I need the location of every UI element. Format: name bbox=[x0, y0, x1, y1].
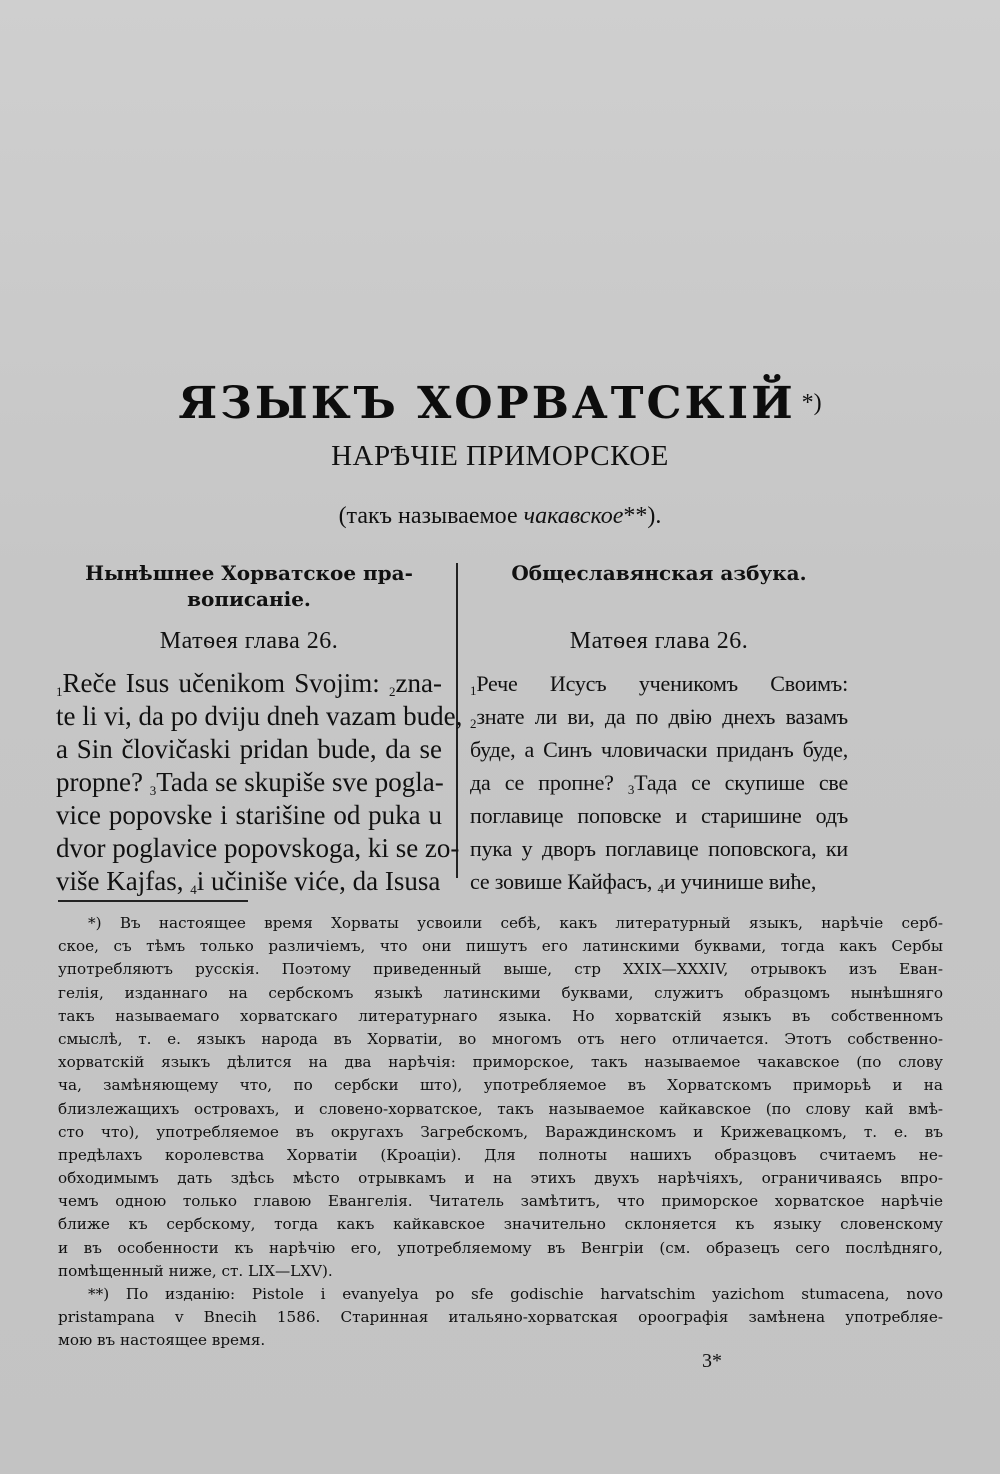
right-column bbox=[470, 560, 848, 898]
right-verse-line bbox=[470, 832, 848, 865]
left-verse-segment: Reče Isus učenikom Svojim: bbox=[62, 668, 390, 698]
verse-number: 1 bbox=[470, 683, 477, 698]
right-verse-line bbox=[470, 865, 848, 898]
verse-number: 3 bbox=[149, 783, 157, 798]
footnotes bbox=[58, 912, 943, 1353]
left-verse-segment: vice popovske i starišine od puka u bbox=[56, 800, 442, 830]
right-verse-segment: да се пропне? bbox=[470, 770, 628, 795]
verse-number: 2 bbox=[389, 684, 396, 699]
right-verse-line bbox=[470, 799, 848, 832]
footnote-line: ближе къ сербскому, тогда какъ кайкавское значительно склоняется къ языку словенскому bbox=[58, 1215, 943, 1234]
subnote-prefix: (такъ называемое bbox=[338, 503, 524, 529]
left-verse-segment: zna- bbox=[395, 668, 442, 698]
right-verse-segment: се зовише Кайфасъ, bbox=[470, 869, 658, 894]
right-verse-segment: и учинише виће, bbox=[663, 869, 817, 894]
footnote-line: *) Въ настоящее время Хорваты усвоили себѣ, какъ литературный языкъ, нарѣчіе серб- bbox=[88, 914, 943, 932]
verse-number: 3 bbox=[627, 782, 635, 797]
subtitle-note bbox=[0, 503, 1000, 530]
title-footnote-mark: *) bbox=[801, 390, 822, 416]
footnote-line: чемъ одною только главою Евангелія. Читатель замѣтитъ, что приморское хорватское нарѣчіе bbox=[58, 1192, 943, 1211]
left-verse-segment: dvor poglavice popovskoga, ki se zo- bbox=[56, 833, 460, 863]
verse-number: 4 bbox=[657, 881, 664, 896]
right-chapter-label: Матѳея глава 26. bbox=[569, 628, 749, 654]
footnote-line: сто что), употребляемое въ округахъ Загребскомъ, Вараждинскомъ и Крижевацкомъ, т. е. въ bbox=[58, 1122, 943, 1141]
verse-number: 4 bbox=[190, 882, 197, 897]
footnote-line: хорватскій языкъ дѣлится на два нарѣчія: приморское, такъ называемое чакавское (по слову bbox=[58, 1053, 943, 1072]
footnote-line: употребляютъ русскія. Поэтому приведенный выше, стр XXIX—XXXIV, отрывокъ изъ Еван- bbox=[58, 960, 943, 979]
footnote-line: и въ особенности къ нарѣчію его, употребляемому въ Венгріи (см. образецъ сего послѣдняго, bbox=[58, 1238, 943, 1257]
left-heading-line: Нынѣшнее Хорватское пра- bbox=[85, 561, 413, 585]
right-verse-segment: Рече Исусъ ученикомъ Своимъ: bbox=[476, 671, 848, 696]
right-verse-segment: пука у дворъ поглавице поповскога, ки bbox=[470, 836, 848, 861]
left-verse-segment: a Sin človičaski pridan bude, da se bbox=[56, 734, 442, 764]
left-verse-line bbox=[56, 832, 460, 865]
right-verse-segment: буде, а Синъ чловичаски приданъ буде, bbox=[470, 737, 848, 762]
right-verse-line bbox=[470, 766, 848, 799]
left-verse-line bbox=[56, 865, 442, 898]
footnote-line: такъ называемаго хорватскаго литературнаго языка. Но хорватскій языкъ въ собственномъ bbox=[58, 1006, 943, 1025]
footnote-line: близлежащихъ островахъ, и словено-хорватское, такъ называемое кайкавское (по слову кай вмѣ- bbox=[58, 1099, 943, 1118]
subnote-italic: чакавское bbox=[523, 503, 624, 529]
left-column-heading bbox=[56, 560, 442, 612]
page-title: ЯЗЫКЪ ХОРВАТСКІЙ bbox=[178, 378, 796, 429]
verse-number: 1 bbox=[56, 684, 63, 699]
left-column bbox=[56, 560, 463, 898]
footnote-line: смыслѣ, т. е. языкъ народа въ Хорватіи, во многомъ отъ него отличается. Этотъ собственно- bbox=[58, 1029, 943, 1048]
verse-number: 2 bbox=[470, 716, 477, 731]
footnote-line: помѣщенный ниже, ст. LIX—LXV). bbox=[58, 1261, 333, 1280]
footnote-line: **) По изданію: Pistole i evanyelya po sfe godischie harvatschim yazichom stumacena, novo bbox=[88, 1285, 943, 1303]
left-chapter-label: Матѳея глава 26. bbox=[159, 628, 339, 654]
footnote-line: ча, замѣняющему что, по сербски што), употребляемое въ Хорватскомъ приморьѣ и на bbox=[58, 1076, 943, 1095]
right-column-heading: Общеславянская азбука. bbox=[511, 561, 807, 585]
right-verse-line bbox=[470, 667, 848, 700]
footnote-line: гелія, изданнаго на сербскомъ языкѣ латинскими буквами, служитъ образцомъ нынѣшняго bbox=[58, 983, 943, 1002]
left-verse-line bbox=[56, 733, 442, 766]
left-verse-segment: Tada se skupiše sve pogla- bbox=[156, 767, 444, 797]
right-verse-segment: поглавице поповске и старишине одъ bbox=[470, 803, 848, 828]
left-verse-segment: te li vi, da po dviju dneh vazam bude, bbox=[56, 701, 463, 731]
title-block bbox=[0, 378, 1000, 429]
left-verse-line bbox=[56, 766, 442, 799]
left-heading-line: вописаніе. bbox=[187, 587, 311, 611]
right-verse-line bbox=[470, 700, 848, 733]
left-verse-segment: propne? bbox=[56, 767, 150, 797]
right-verse-segment: Тада се скупише све bbox=[634, 770, 849, 795]
footnote-line: pristampana v Bnecih 1586. Старинная итальяно-хорватская ороографія замѣнена употребляе- bbox=[58, 1308, 943, 1327]
page-number: 3* bbox=[702, 1350, 722, 1372]
left-verse-line bbox=[56, 700, 463, 733]
footnote-line: предѣлахъ королевства Хорватіи (Кроаціи). Для полноты нашихъ образцовъ считаемъ не- bbox=[58, 1145, 943, 1164]
left-verse-segment: više Kajfas, bbox=[56, 866, 191, 896]
right-text bbox=[470, 667, 848, 898]
right-verse-segment: знате ли ви, да по двію днехъ вазамъ bbox=[476, 704, 848, 729]
left-verse-line bbox=[56, 799, 442, 832]
left-verse-line bbox=[56, 667, 442, 700]
footnote-line: обходимымъ дать здѣсь мѣсто отрывкамъ и на этихъ двухъ нарѣчіяхъ, ограничиваясь впро- bbox=[58, 1169, 943, 1188]
left-text bbox=[56, 667, 463, 898]
subtitle: НАРѢЧІЕ ПРИМОРСКОЕ bbox=[331, 440, 669, 472]
footnote-line: ское, съ тѣмъ только различіемъ, что они пишутъ его латинскими буквами, тогда какъ Сербы bbox=[58, 937, 943, 956]
right-verse-line bbox=[470, 733, 848, 766]
footnote-line: мою въ настоящее время. bbox=[58, 1331, 266, 1350]
left-verse-segment: i učiniše viće, da Isusa bbox=[196, 866, 441, 896]
subnote-suffix: **). bbox=[623, 503, 662, 529]
footnote-rule bbox=[58, 900, 248, 902]
